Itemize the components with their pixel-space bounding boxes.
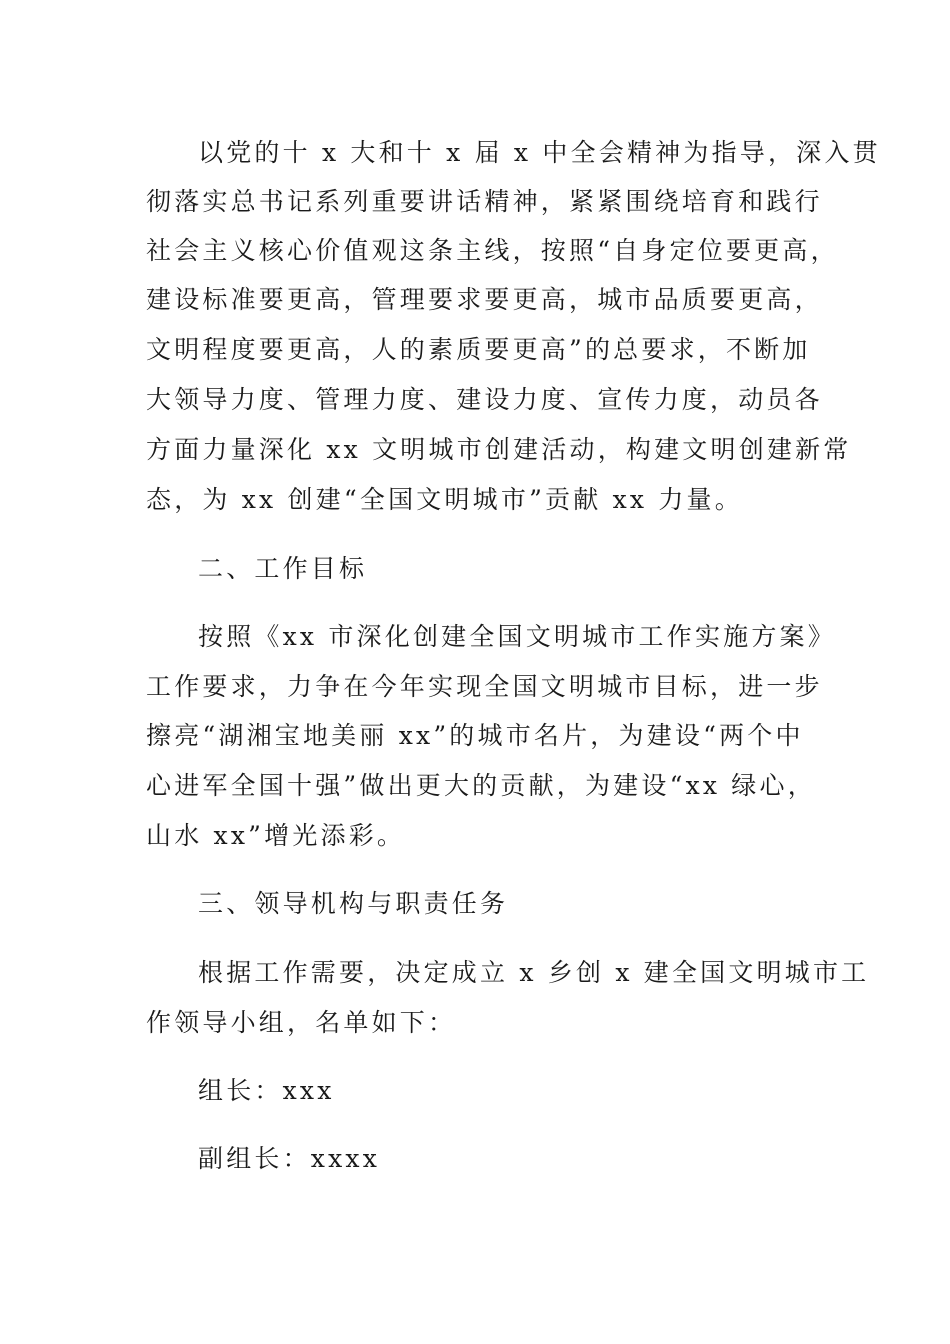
paragraph-2-line-1: 按照《xx 市深化创建全国文明城市工作实施方案》 [198, 622, 836, 651]
paragraph-1-line-6: 大领导力度、管理力度、建设力度、宣传力度，动员各 [146, 385, 823, 414]
section-heading-work-goals: 二、工作目标 [198, 554, 368, 583]
paragraph-1-line-2: 彻落实总书记系列重要讲话精神，紧紧围绕培育和践行 [146, 187, 823, 216]
paragraph-1-line-1: 以党的十 x 大和十 x 届 x 中全会精神为指导，深入贯 [198, 138, 881, 167]
paragraph-1-line-4: 建设标准要更高，管理要求要更高，城市品质要更高， [146, 285, 823, 314]
deputy-leader-line: 副组长：xxxx [198, 1144, 380, 1173]
paragraph-3-line-1: 根据工作需要，决定成立 x 乡创 x 建全国文明城市工 [198, 958, 870, 987]
paragraph-2-line-2: 工作要求，力争在今年实现全国文明城市目标，进一步 [146, 672, 823, 701]
paragraph-2-line-3: 擦亮“湖湘宝地美丽 xx”的城市名片，为建设“两个中 [146, 721, 804, 750]
paragraph-1-line-7: 方面力量深化 xx 文明城市创建活动，构建文明创建新常 [146, 435, 852, 464]
paragraph-2-line-4: 心进军全国十强”做出更大的贡献，为建设“xx 绿心， [146, 771, 816, 800]
section-heading-leadership: 三、领导机构与职责任务 [198, 889, 509, 918]
paragraph-1-line-3: 社会主义核心价值观这条主线，按照“自身定位要更高， [146, 236, 839, 265]
paragraph-1-line-5: 文明程度要更高，人的素质要更高”的总要求，不断加 [146, 335, 811, 364]
leader-line: 组长：xxx [198, 1076, 335, 1105]
paragraph-3-line-2: 作领导小组，名单如下： [146, 1008, 457, 1037]
paragraph-2-line-5: 山水 xx”增光添彩。 [146, 821, 406, 850]
paragraph-1-line-8: 态，为 xx 创建“全国文明城市”贡献 xx 力量。 [146, 485, 743, 514]
